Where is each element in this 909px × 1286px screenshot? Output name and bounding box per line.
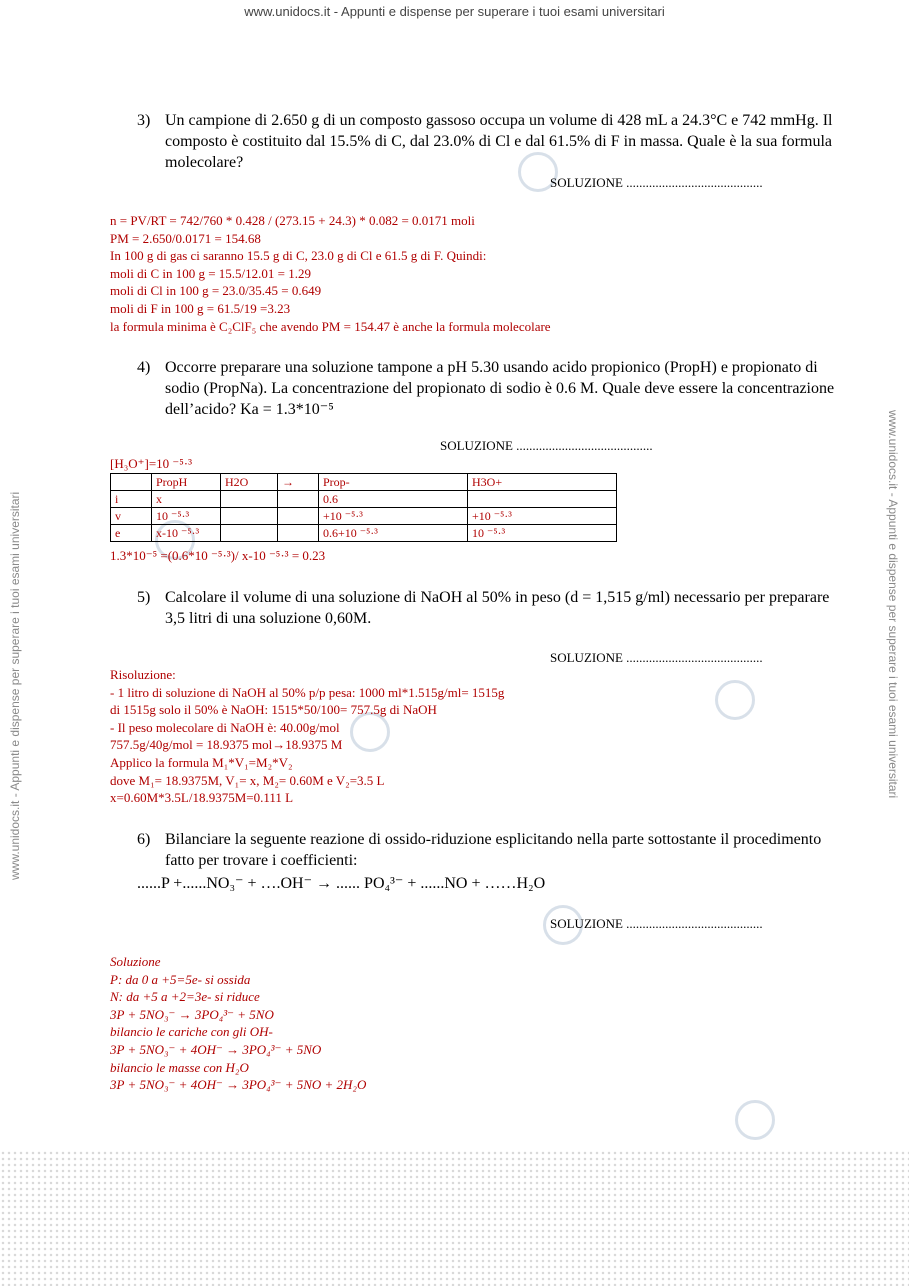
table-cell: x-10 ⁻⁵·³ (152, 525, 221, 542)
table-cell: 0.6+10 ⁻⁵·³ (319, 525, 468, 542)
table-row (111, 491, 617, 508)
side-watermark-right: www.unidocs.it - Appunti e dispense per superare i tuoi esami universitari (886, 410, 900, 799)
answer-line: di 1515g solo il 50% è NaOH: 1515*50/100= 757.5g di NaOH (110, 702, 437, 718)
table-cell: +10 ⁻⁵·³ (468, 508, 617, 525)
answer-line: - 1 litro di soluzione di NaOH al 50% p/p pesa: 1000 ml*1.515g/ml= 1515g (110, 684, 505, 700)
table-cell (468, 491, 617, 508)
question-text: Occorre preparare una soluzione tampone a pH 5.30 usando acido propionico (PropH) e propionato di sodio (PropNa). La concentrazione del propionato di sodio è 0.6 M. Quale deve essere la concentrazione dell’acido? Ka = 1.3*10⁻⁵ (165, 359, 835, 418)
watermark-logo-icon (735, 1100, 775, 1140)
table-cell: i (111, 491, 152, 508)
solution-label: SOLUZIONE .......................................... (550, 916, 763, 931)
table-cell (278, 525, 319, 542)
answer-line: Risoluzione: (110, 667, 176, 682)
question-text: Un campione di 2.650 g di un composto gassoso occupa un volume di 428 mL a 24.3°C e 742 mmHg. Il composto è costituito dal 15.5% di C, dal 23.0% di Cl e dal 61.5% di F in massa. Quale è la sua formula molecolare? (165, 112, 833, 171)
answer-line: moli di Cl in 100 g = 23.0/35.45 = 0.649 (110, 283, 322, 299)
reaction-equation: ......P +......NO₃⁻ + ….OH⁻ → ...... PO₄³⁻ + ......NO + ……H₂O (137, 875, 546, 892)
solution-label: SOLUZIONE .......................................... (440, 438, 653, 453)
answer-line: 757.5g/40g/mol = 18.9375 mol→18.9375 M (110, 737, 343, 753)
table-cell: H2O (221, 474, 278, 491)
table-cell (278, 508, 319, 525)
answer-line: Applico la formula M₁*V₁=M₂*V₂ (110, 754, 293, 770)
answer-line: bilancio le masse con H₂O (110, 1059, 249, 1075)
table-cell: +10 ⁻⁵·³ (319, 508, 468, 525)
question-4 (137, 357, 837, 420)
answer-line: moli di C in 100 g = 15.5/12.01 = 1.29 (110, 265, 312, 281)
table-cell: 10 ⁻⁵·³ (468, 525, 617, 542)
question-3 (137, 110, 837, 173)
question-number: 3) (137, 112, 151, 129)
table-cell: e (111, 525, 152, 542)
table-cell: 0.6 (319, 491, 468, 508)
question-text: Calcolare il volume di una soluzione di NaOH al 50% in peso (d = 1,515 g/ml) necessario per preparare 3,5 litri di una soluzione 0,60M. (165, 589, 830, 627)
answer-3 (110, 212, 551, 335)
answer-line: - Il peso molecolare di NaOH è: 40.00g/mol (110, 719, 340, 735)
answer-6 (110, 953, 366, 1094)
side-watermark-left: www.unidocs.it - Appunti e dispense per superare i tuoi esami universitari (8, 491, 22, 880)
table-cell: x (152, 491, 221, 508)
h3o-concentration: [H₃O⁺]=10 ⁻⁵·³ (110, 456, 193, 471)
answer-line: 3P + 5NO₃⁻ → 3PO₄³⁻ + 5NO (110, 1006, 274, 1022)
table-row (111, 474, 617, 491)
watermark-logo-icon (715, 680, 755, 720)
answer-line: In 100 g di gas ci saranno 15.5 g di C, 23.0 g di Cl e 61.5 g di F. Quindi: (110, 248, 487, 264)
solution-label: SOLUZIONE .......................................... (550, 650, 763, 665)
answer-5 (110, 666, 504, 807)
answer-line: PM = 2.650/0.0171 = 154.68 (110, 230, 261, 246)
table-cell (278, 491, 319, 508)
question-text: Bilanciare la seguente reazione di ossido-riduzione esplicitando nella parte sottostante il procedimento fatto per trovare i coefficienti: (165, 831, 822, 869)
dotted-footer-pattern (0, 1150, 909, 1286)
answer-line: 3P + 5NO₃⁻ + 4OH⁻ → 3PO₄³⁻ + 5NO + 2H₂O (110, 1077, 367, 1093)
table-cell: PropH (152, 474, 221, 491)
table-cell: H3O+ (468, 474, 617, 491)
answer-line: P: da 0 a +5=5e- si ossida (110, 971, 251, 987)
table-cell (221, 525, 278, 542)
question-number: 6) (137, 831, 151, 848)
question-number: 5) (137, 589, 151, 606)
table-row (111, 525, 617, 542)
question-6 (137, 829, 837, 894)
table-cell: 10 ⁻⁵·³ (152, 508, 221, 525)
ice-table (110, 473, 617, 542)
table-cell: v (111, 508, 152, 525)
solution-label: SOLUZIONE .......................................... (550, 175, 763, 190)
table-cell: → (278, 474, 319, 491)
table-cell: Prop- (319, 474, 468, 491)
answer-line: x=0.60M*3.5L/18.9375M=0.111 L (110, 790, 294, 806)
question-number: 4) (137, 359, 151, 376)
table-cell (221, 491, 278, 508)
answer-line: n = PV/RT = 742/760 * 0.428 / (273.15 + 24.3) * 0.082 = 0.0171 moli (110, 213, 475, 228)
table-cell (111, 474, 152, 491)
answer-line: moli di F in 100 g = 61.5/19 =3.23 (110, 300, 291, 316)
answer-line: N: da +5 a +2=3e- si riduce (110, 989, 260, 1005)
answer-line: bilancio le cariche con gli OH- (110, 1024, 273, 1040)
question-5 (137, 587, 837, 629)
answer-line: Soluzione (110, 954, 161, 969)
answer-line: dove M₁= 18.9375M, V₁= x, M₂= 0.60M e V₂=3.5 L (110, 772, 385, 788)
answer-line: la formula minima è C₂ClF₅ che avendo PM = 154.47 è anche la formula molecolare (110, 318, 551, 334)
table-row (111, 508, 617, 525)
page-header: www.unidocs.it - Appunti e dispense per superare i tuoi esami universitari (244, 4, 665, 19)
table-cell (221, 508, 278, 525)
answer-line: 3P + 5NO₃⁻ + 4OH⁻ → 3PO₄³⁻ + 5NO (110, 1041, 322, 1057)
buffer-result: 1.3*10⁻⁵ =(0.6*10 ⁻⁵·³)/ x-10 ⁻⁵·³ = 0.23 (110, 548, 326, 563)
